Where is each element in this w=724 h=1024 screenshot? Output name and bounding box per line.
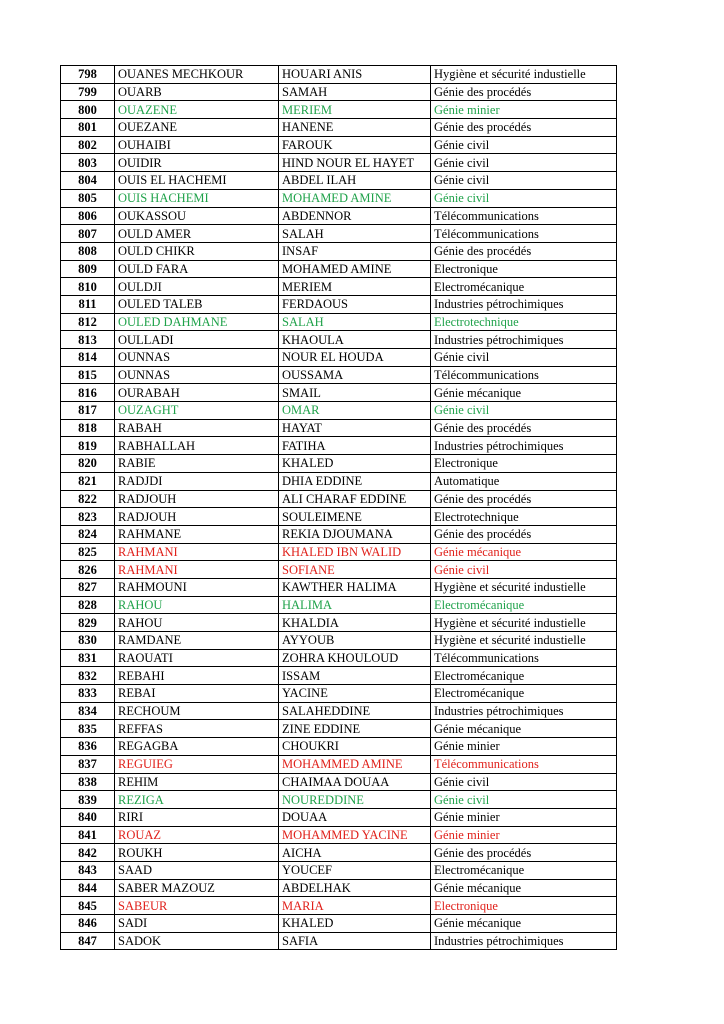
table-row [61, 455, 617, 473]
specialty-cell: Génie minier [431, 826, 617, 844]
table-row [61, 861, 617, 879]
table-row [61, 508, 617, 526]
row-number: 828 [61, 596, 115, 614]
specialty-cell: Electronique [431, 260, 617, 278]
last-name-cell: OUNNAS [115, 366, 279, 384]
last-name-cell: OURABAH [115, 384, 279, 402]
specialty-cell: Télécommunications [431, 207, 617, 225]
specialty-cell: Génie civil [431, 136, 617, 154]
student-list-table [60, 65, 617, 950]
table-row [61, 278, 617, 296]
specialty-cell: Télécommunications [431, 225, 617, 243]
specialty-cell: Télécommunications [431, 755, 617, 773]
table-row [61, 649, 617, 667]
first-name-cell: YACINE [279, 685, 431, 703]
specialty-cell: Hygiène et sécurité industielle [431, 66, 617, 84]
specialty-cell: Génie civil [431, 561, 617, 579]
last-name-cell: RAHMANI [115, 543, 279, 561]
last-name-cell: RABIE [115, 455, 279, 473]
row-number: 812 [61, 313, 115, 331]
table-row [61, 83, 617, 101]
row-number: 816 [61, 384, 115, 402]
first-name-cell: YOUCEF [279, 861, 431, 879]
specialty-cell: Electrotechnique [431, 313, 617, 331]
row-number: 804 [61, 172, 115, 190]
first-name-cell: MOHAMMED YACINE [279, 826, 431, 844]
table-row [61, 614, 617, 632]
first-name-cell: NOUR EL HOUDA [279, 349, 431, 367]
specialty-cell: Génie des procédés [431, 83, 617, 101]
last-name-cell: RAHMANE [115, 525, 279, 543]
table-row [61, 189, 617, 207]
last-name-cell: REGUIEG [115, 755, 279, 773]
table-row [61, 897, 617, 915]
row-number: 820 [61, 455, 115, 473]
row-number: 835 [61, 720, 115, 738]
specialty-cell: Industries pétrochimiques [431, 702, 617, 720]
table-row [61, 808, 617, 826]
table-row [61, 543, 617, 561]
last-name-cell: SABER MAZOUZ [115, 879, 279, 897]
first-name-cell: HANENE [279, 119, 431, 137]
first-name-cell: MOHAMED AMINE [279, 189, 431, 207]
first-name-cell: ABDELHAK [279, 879, 431, 897]
specialty-cell: Génie des procédés [431, 119, 617, 137]
last-name-cell: RAHMANI [115, 561, 279, 579]
row-number: 847 [61, 932, 115, 950]
last-name-cell: OUZAGHT [115, 402, 279, 420]
last-name-cell: OULD CHIKR [115, 242, 279, 260]
first-name-cell: CHOUKRI [279, 738, 431, 756]
row-number: 798 [61, 66, 115, 84]
specialty-cell: Electromécanique [431, 685, 617, 703]
row-number: 823 [61, 508, 115, 526]
last-name-cell: SADOK [115, 932, 279, 950]
table-row [61, 791, 617, 809]
table-row [61, 755, 617, 773]
specialty-cell: Electronique [431, 455, 617, 473]
specialty-cell: Génie mécanique [431, 879, 617, 897]
row-number: 805 [61, 189, 115, 207]
row-number: 811 [61, 295, 115, 313]
row-number: 803 [61, 154, 115, 172]
last-name-cell: OULD FARA [115, 260, 279, 278]
table-row [61, 561, 617, 579]
table-row [61, 119, 617, 137]
last-name-cell: REBAHI [115, 667, 279, 685]
first-name-cell: SOULEIMENE [279, 508, 431, 526]
last-name-cell: RADJDI [115, 472, 279, 490]
first-name-cell: AYYOUB [279, 632, 431, 650]
table-row [61, 472, 617, 490]
specialty-cell: Génie des procédés [431, 242, 617, 260]
row-number: 808 [61, 242, 115, 260]
last-name-cell: RABHALLAH [115, 437, 279, 455]
table-row [61, 172, 617, 190]
first-name-cell: KHAOULA [279, 331, 431, 349]
last-name-cell: RADJOUH [115, 508, 279, 526]
row-number: 836 [61, 738, 115, 756]
table-row [61, 101, 617, 119]
specialty-cell: Hygiène et sécurité industielle [431, 614, 617, 632]
table-row [61, 596, 617, 614]
row-number: 841 [61, 826, 115, 844]
row-number: 831 [61, 649, 115, 667]
row-number: 837 [61, 755, 115, 773]
row-number: 827 [61, 578, 115, 596]
row-number: 810 [61, 278, 115, 296]
first-name-cell: ZINE EDDINE [279, 720, 431, 738]
first-name-cell: HAYAT [279, 419, 431, 437]
first-name-cell: MERIEM [279, 278, 431, 296]
specialty-cell: Génie des procédés [431, 844, 617, 862]
specialty-cell: Génie civil [431, 402, 617, 420]
row-number: 813 [61, 331, 115, 349]
last-name-cell: ROUAZ [115, 826, 279, 844]
specialty-cell: Génie civil [431, 773, 617, 791]
last-name-cell: OULD AMER [115, 225, 279, 243]
table-row [61, 242, 617, 260]
last-name-cell: RAHMOUNI [115, 578, 279, 596]
first-name-cell: HIND NOUR EL HAYET [279, 154, 431, 172]
last-name-cell: OULED DAHMANE [115, 313, 279, 331]
last-name-cell: RABAH [115, 419, 279, 437]
row-number: 834 [61, 702, 115, 720]
first-name-cell: HALIMA [279, 596, 431, 614]
first-name-cell: HOUARI ANIS [279, 66, 431, 84]
table-row [61, 702, 617, 720]
specialty-cell: Industries pétrochimiques [431, 295, 617, 313]
first-name-cell: FERDAOUS [279, 295, 431, 313]
first-name-cell: ABDENNOR [279, 207, 431, 225]
specialty-cell: Electronique [431, 897, 617, 915]
row-number: 800 [61, 101, 115, 119]
table-row [61, 349, 617, 367]
row-number: 833 [61, 685, 115, 703]
first-name-cell: SOFIANE [279, 561, 431, 579]
table-row [61, 826, 617, 844]
last-name-cell: OUAZENE [115, 101, 279, 119]
first-name-cell: KHALED [279, 455, 431, 473]
last-name-cell: REBAI [115, 685, 279, 703]
first-name-cell: SALAH [279, 313, 431, 331]
first-name-cell: KHALDIA [279, 614, 431, 632]
specialty-cell: Génie civil [431, 189, 617, 207]
row-number: 824 [61, 525, 115, 543]
table-row [61, 384, 617, 402]
last-name-cell: OUIS EL HACHEMI [115, 172, 279, 190]
row-number: 801 [61, 119, 115, 137]
first-name-cell: KHALED IBN WALID [279, 543, 431, 561]
last-name-cell: OUHAIBI [115, 136, 279, 154]
first-name-cell: NOUREDDINE [279, 791, 431, 809]
row-number: 807 [61, 225, 115, 243]
table-row [61, 260, 617, 278]
first-name-cell: SAMAH [279, 83, 431, 101]
table-row [61, 419, 617, 437]
row-number: 826 [61, 561, 115, 579]
first-name-cell: ISSAM [279, 667, 431, 685]
table-row [61, 402, 617, 420]
table-row [61, 295, 617, 313]
specialty-cell: Génie civil [431, 154, 617, 172]
specialty-cell: Génie minier [431, 738, 617, 756]
last-name-cell: SADI [115, 915, 279, 933]
first-name-cell: FAROUK [279, 136, 431, 154]
row-number: 838 [61, 773, 115, 791]
specialty-cell: Génie mécanique [431, 384, 617, 402]
last-name-cell: RAHOU [115, 596, 279, 614]
table-row [61, 667, 617, 685]
table-row [61, 366, 617, 384]
first-name-cell: REKIA DJOUMANA [279, 525, 431, 543]
specialty-cell: Génie des procédés [431, 490, 617, 508]
table-row [61, 525, 617, 543]
last-name-cell: RECHOUM [115, 702, 279, 720]
row-number: 845 [61, 897, 115, 915]
row-number: 840 [61, 808, 115, 826]
table-row [61, 207, 617, 225]
table-row [61, 136, 617, 154]
row-number: 839 [61, 791, 115, 809]
row-number: 809 [61, 260, 115, 278]
specialty-cell: Génie civil [431, 349, 617, 367]
specialty-cell: Génie civil [431, 172, 617, 190]
table-row [61, 738, 617, 756]
first-name-cell: KHALED [279, 915, 431, 933]
specialty-cell: Génie mécanique [431, 915, 617, 933]
specialty-cell: Industries pétrochimiques [431, 932, 617, 950]
last-name-cell: REGAGBA [115, 738, 279, 756]
specialty-cell: Génie des procédés [431, 419, 617, 437]
first-name-cell: MOHAMED AMINE [279, 260, 431, 278]
table-row [61, 313, 617, 331]
first-name-cell: SMAIL [279, 384, 431, 402]
specialty-cell: Télécommunications [431, 649, 617, 667]
last-name-cell: OUIDIR [115, 154, 279, 172]
table-row [61, 66, 617, 84]
last-name-cell: OULLADI [115, 331, 279, 349]
specialty-cell: Electromécanique [431, 596, 617, 614]
first-name-cell: DHIA EDDINE [279, 472, 431, 490]
row-number: 817 [61, 402, 115, 420]
specialty-cell: Génie mécanique [431, 543, 617, 561]
first-name-cell: OMAR [279, 402, 431, 420]
specialty-cell: Génie des procédés [431, 525, 617, 543]
last-name-cell: RAMDANE [115, 632, 279, 650]
first-name-cell: CHAIMAA DOUAA [279, 773, 431, 791]
last-name-cell: SAAD [115, 861, 279, 879]
row-number: 846 [61, 915, 115, 933]
specialty-cell: Génie minier [431, 101, 617, 119]
table-row [61, 578, 617, 596]
row-number: 815 [61, 366, 115, 384]
specialty-cell: Télécommunications [431, 366, 617, 384]
table-row [61, 331, 617, 349]
last-name-cell: REZIGA [115, 791, 279, 809]
table-row [61, 879, 617, 897]
last-name-cell: RADJOUH [115, 490, 279, 508]
last-name-cell: RIRI [115, 808, 279, 826]
row-number: 844 [61, 879, 115, 897]
table-row [61, 773, 617, 791]
first-name-cell: ZOHRA KHOULOUD [279, 649, 431, 667]
specialty-cell: Hygiène et sécurité industielle [431, 578, 617, 596]
row-number: 806 [61, 207, 115, 225]
last-name-cell: REFFAS [115, 720, 279, 738]
first-name-cell: MOHAMMED AMINE [279, 755, 431, 773]
row-number: 842 [61, 844, 115, 862]
last-name-cell: OUKASSOU [115, 207, 279, 225]
specialty-cell: Hygiène et sécurité industielle [431, 632, 617, 650]
table-row [61, 720, 617, 738]
specialty-cell: Electromécanique [431, 667, 617, 685]
specialty-cell: Génie civil [431, 791, 617, 809]
table-row [61, 437, 617, 455]
first-name-cell: OUSSAMA [279, 366, 431, 384]
table-row [61, 490, 617, 508]
first-name-cell: DOUAA [279, 808, 431, 826]
first-name-cell: ABDEL ILAH [279, 172, 431, 190]
specialty-cell: Automatique [431, 472, 617, 490]
table-row [61, 154, 617, 172]
row-number: 830 [61, 632, 115, 650]
first-name-cell: KAWTHER HALIMA [279, 578, 431, 596]
first-name-cell: SALAH [279, 225, 431, 243]
table-row [61, 932, 617, 950]
first-name-cell: SAFIA [279, 932, 431, 950]
table-row [61, 844, 617, 862]
row-number: 814 [61, 349, 115, 367]
last-name-cell: OULED TALEB [115, 295, 279, 313]
last-name-cell: RAOUATI [115, 649, 279, 667]
last-name-cell: RAHOU [115, 614, 279, 632]
specialty-cell: Electrotechnique [431, 508, 617, 526]
last-name-cell: REHIM [115, 773, 279, 791]
row-number: 799 [61, 83, 115, 101]
specialty-cell: Génie minier [431, 808, 617, 826]
last-name-cell: OUANES MECHKOUR [115, 66, 279, 84]
specialty-cell: Electromécanique [431, 278, 617, 296]
specialty-cell: Industries pétrochimiques [431, 331, 617, 349]
row-number: 843 [61, 861, 115, 879]
first-name-cell: AICHA [279, 844, 431, 862]
table-body [61, 66, 617, 950]
last-name-cell: OUIS HACHEMI [115, 189, 279, 207]
row-number: 829 [61, 614, 115, 632]
table-row [61, 915, 617, 933]
row-number: 825 [61, 543, 115, 561]
last-name-cell: ROUKH [115, 844, 279, 862]
last-name-cell: OUARB [115, 83, 279, 101]
row-number: 802 [61, 136, 115, 154]
row-number: 821 [61, 472, 115, 490]
specialty-cell: Electromécanique [431, 861, 617, 879]
table-row [61, 632, 617, 650]
last-name-cell: OUNNAS [115, 349, 279, 367]
specialty-cell: Industries pétrochimiques [431, 437, 617, 455]
first-name-cell: SALAHEDDINE [279, 702, 431, 720]
last-name-cell: OULDJI [115, 278, 279, 296]
row-number: 822 [61, 490, 115, 508]
first-name-cell: ALI CHARAF EDDINE [279, 490, 431, 508]
first-name-cell: MARIA [279, 897, 431, 915]
row-number: 819 [61, 437, 115, 455]
last-name-cell: OUEZANE [115, 119, 279, 137]
first-name-cell: INSAF [279, 242, 431, 260]
row-number: 818 [61, 419, 115, 437]
first-name-cell: FATIHA [279, 437, 431, 455]
table-row [61, 225, 617, 243]
specialty-cell: Génie mécanique [431, 720, 617, 738]
first-name-cell: MERIEM [279, 101, 431, 119]
table-row [61, 685, 617, 703]
row-number: 832 [61, 667, 115, 685]
last-name-cell: SABEUR [115, 897, 279, 915]
